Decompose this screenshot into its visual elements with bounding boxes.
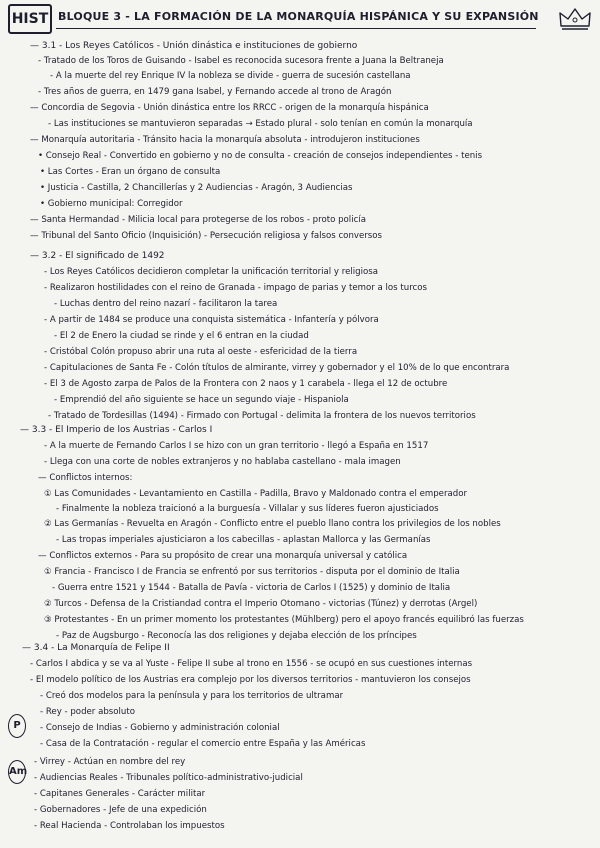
section-heading: — 3.4 - La Monarquía de Felipe II: [22, 643, 170, 653]
note-line: - A partir de 1484 se produce una conquista sistemática - Infantería y pólvora: [44, 315, 379, 325]
note-line: — Concordia de Segovia - Unión dinástica entre los RRCC - origen de la monarquía hispánica: [30, 103, 429, 113]
note-line: - Audiencias Reales - Tribunales político-administrativo-judicial: [34, 773, 303, 783]
note-line: - Tratado de los Toros de Guisando - Isabel es reconocida sucesora frente a Juana la Beltraneja: [38, 56, 444, 66]
note-line: - Los Reyes Católicos decidieron completar la unificación territorial y religiosa: [44, 267, 378, 277]
note-line: - Guerra entre 1521 y 1544 - Batalla de Pavía - victoria de Carlos I (1525) y dominio de Italia: [52, 583, 451, 593]
note-line: ① Francia - Francisco I de Francia se enfrentó por sus territorios - disputa por el dominio de Italia: [44, 567, 460, 577]
note-line: - Cristóbal Colón propuso abrir una ruta al oeste - esfericidad de la tierra: [44, 347, 358, 357]
note-line: — Monarquía autoritaria - Tránsito hacia la monarquía absoluta - introdujeron instituciones: [30, 135, 420, 145]
note-line: - Gobernadores - Jefe de una expedición: [34, 805, 207, 815]
note-line: - Consejo de Indias - Gobierno y administración colonial: [40, 723, 280, 733]
section-heading: — 3.1 - Los Reyes Católicos - Unión dinástica e instituciones de gobierno: [30, 41, 358, 51]
margin-marker: Am: [8, 760, 26, 784]
note-line: - El 3 de Agosto zarpa de Palos de la Frontera con 2 naos y 1 carabela - llega el 12 de octubre: [44, 379, 448, 389]
note-line: — Conflictos internos:: [38, 473, 133, 483]
note-line: - Paz de Augsburgo - Reconocía las dos religiones y dejaba elección de los príncipes: [56, 631, 417, 641]
section-heading: — 3.2 - El significado de 1492: [30, 251, 165, 261]
note-line: - Luchas dentro del reino nazarí - facilitaron la tarea: [54, 299, 278, 309]
note-line: - Capitulaciones de Santa Fe - Colón títulos de almirante, virrey y gobernador y el 10% de lo que encontrara: [44, 363, 510, 373]
note-line: - Realizaron hostilidades con el reino de Granada - impago de parias y temor a los turcos: [44, 283, 428, 293]
note-line: — Conflictos externos - Para su propósito de crear una monarquía universal y católica: [38, 551, 408, 561]
note-line: - Casa de la Contratación - regular el comercio entre España y las Américas: [40, 739, 366, 749]
page-header: [6, 4, 594, 38]
subject-tag: HIST: [8, 4, 52, 34]
note-line: - El 2 de Enero la ciudad se rinde y el 6 entran en la ciudad: [54, 331, 309, 341]
page-title: BLOQUE 3 - LA FORMACIÓN DE LA MONARQUÍA HISPÁNICA Y SU EXPANSIÓN: [58, 10, 539, 23]
section-heading: — 3.3 - El Imperio de los Austrias - Carlos I: [20, 425, 213, 435]
note-line: ① Las Comunidades - Levantamiento en Castilla - Padilla, Bravo y Maldonado contra el emperador: [44, 489, 468, 499]
note-line: - Las instituciones se mantuvieron separadas → Estado plural - solo tenían en común la monarquía: [48, 119, 473, 129]
note-line: - Emprendió del año siguiente se hace un segundo viaje - Hispaniola: [54, 395, 349, 405]
title-underline: [56, 28, 536, 29]
note-line: - Creó dos modelos para la península y para los territorios de ultramar: [40, 691, 344, 701]
note-line: - Real Hacienda - Controlaban los impuestos: [34, 821, 225, 831]
crown-icon: [558, 6, 592, 32]
margin-marker: P: [8, 714, 26, 738]
note-line: ② Las Germanías - Revuelta en Aragón - Conflicto entre el pueblo llano contra los privilegios de los nobles: [44, 519, 501, 529]
note-line: - Capitanes Generales - Carácter militar: [34, 789, 206, 799]
note-line: • Gobierno municipal: Corregidor: [40, 199, 183, 209]
note-line: • Las Cortes - Eran un órgano de consulta: [40, 167, 221, 177]
note-line: - Las tropas imperiales ajusticiaron a los cabecillas - aplastan Mallorca y las Germanías: [56, 535, 431, 545]
note-line: ② Turcos - Defensa de la Cristiandad contra el Imperio Otomano - victorias (Túnez) y derrotas (Argel): [44, 599, 478, 609]
note-line: ③ Protestantes - En un primer momento los protestantes (Mühlberg) pero el apoyo francés equilibró las fuerzas: [44, 615, 524, 625]
note-line: - Carlos I abdica y se va al Yuste - Felipe II sube al trono en 1556 - se ocupó en sus cuestiones internas: [30, 659, 473, 669]
note-line: - El modelo político de los Austrias era complejo por los diversos territorios - mantuvieron los consejos: [30, 675, 471, 685]
note-line: - Llega con una corte de nobles extranjeros y no hablaba castellano - mala imagen: [44, 457, 401, 467]
note-line: • Justicia - Castilla, 2 Chancillerías y 2 Audiencias - Aragón, 3 Audiencias: [40, 183, 353, 193]
note-line: — Tribunal del Santo Oficio (Inquisición) - Persecución religiosa y falsos conversos: [30, 231, 383, 241]
note-line: - A la muerte de Fernando Carlos I se hizo con un gran territorio - llegó a España en 1517: [44, 441, 429, 451]
note-line: - Tratado de Tordesillas (1494) - Firmado con Portugal - delimita la frontera de los nuevos territorios: [48, 411, 476, 421]
note-line: • Consejo Real - Convertido en gobierno y no de consulta - creación de consejos independientes - tenis: [38, 151, 483, 161]
note-line: - Rey - poder absoluto: [40, 707, 135, 717]
note-line: - Finalmente la nobleza traicionó a la burguesía - Villalar y sus líderes fueron ajusticiados: [56, 504, 439, 514]
note-line: - Virrey - Actúan en nombre del rey: [34, 757, 186, 767]
note-line: - A la muerte del rey Enrique IV la nobleza se divide - guerra de sucesión castellana: [50, 71, 411, 81]
note-line: - Tres años de guerra, en 1479 gana Isabel, y Fernando accede al trono de Aragón: [38, 87, 392, 97]
note-line: — Santa Hermandad - Milicia local para protegerse de los robos - proto policía: [30, 215, 366, 225]
